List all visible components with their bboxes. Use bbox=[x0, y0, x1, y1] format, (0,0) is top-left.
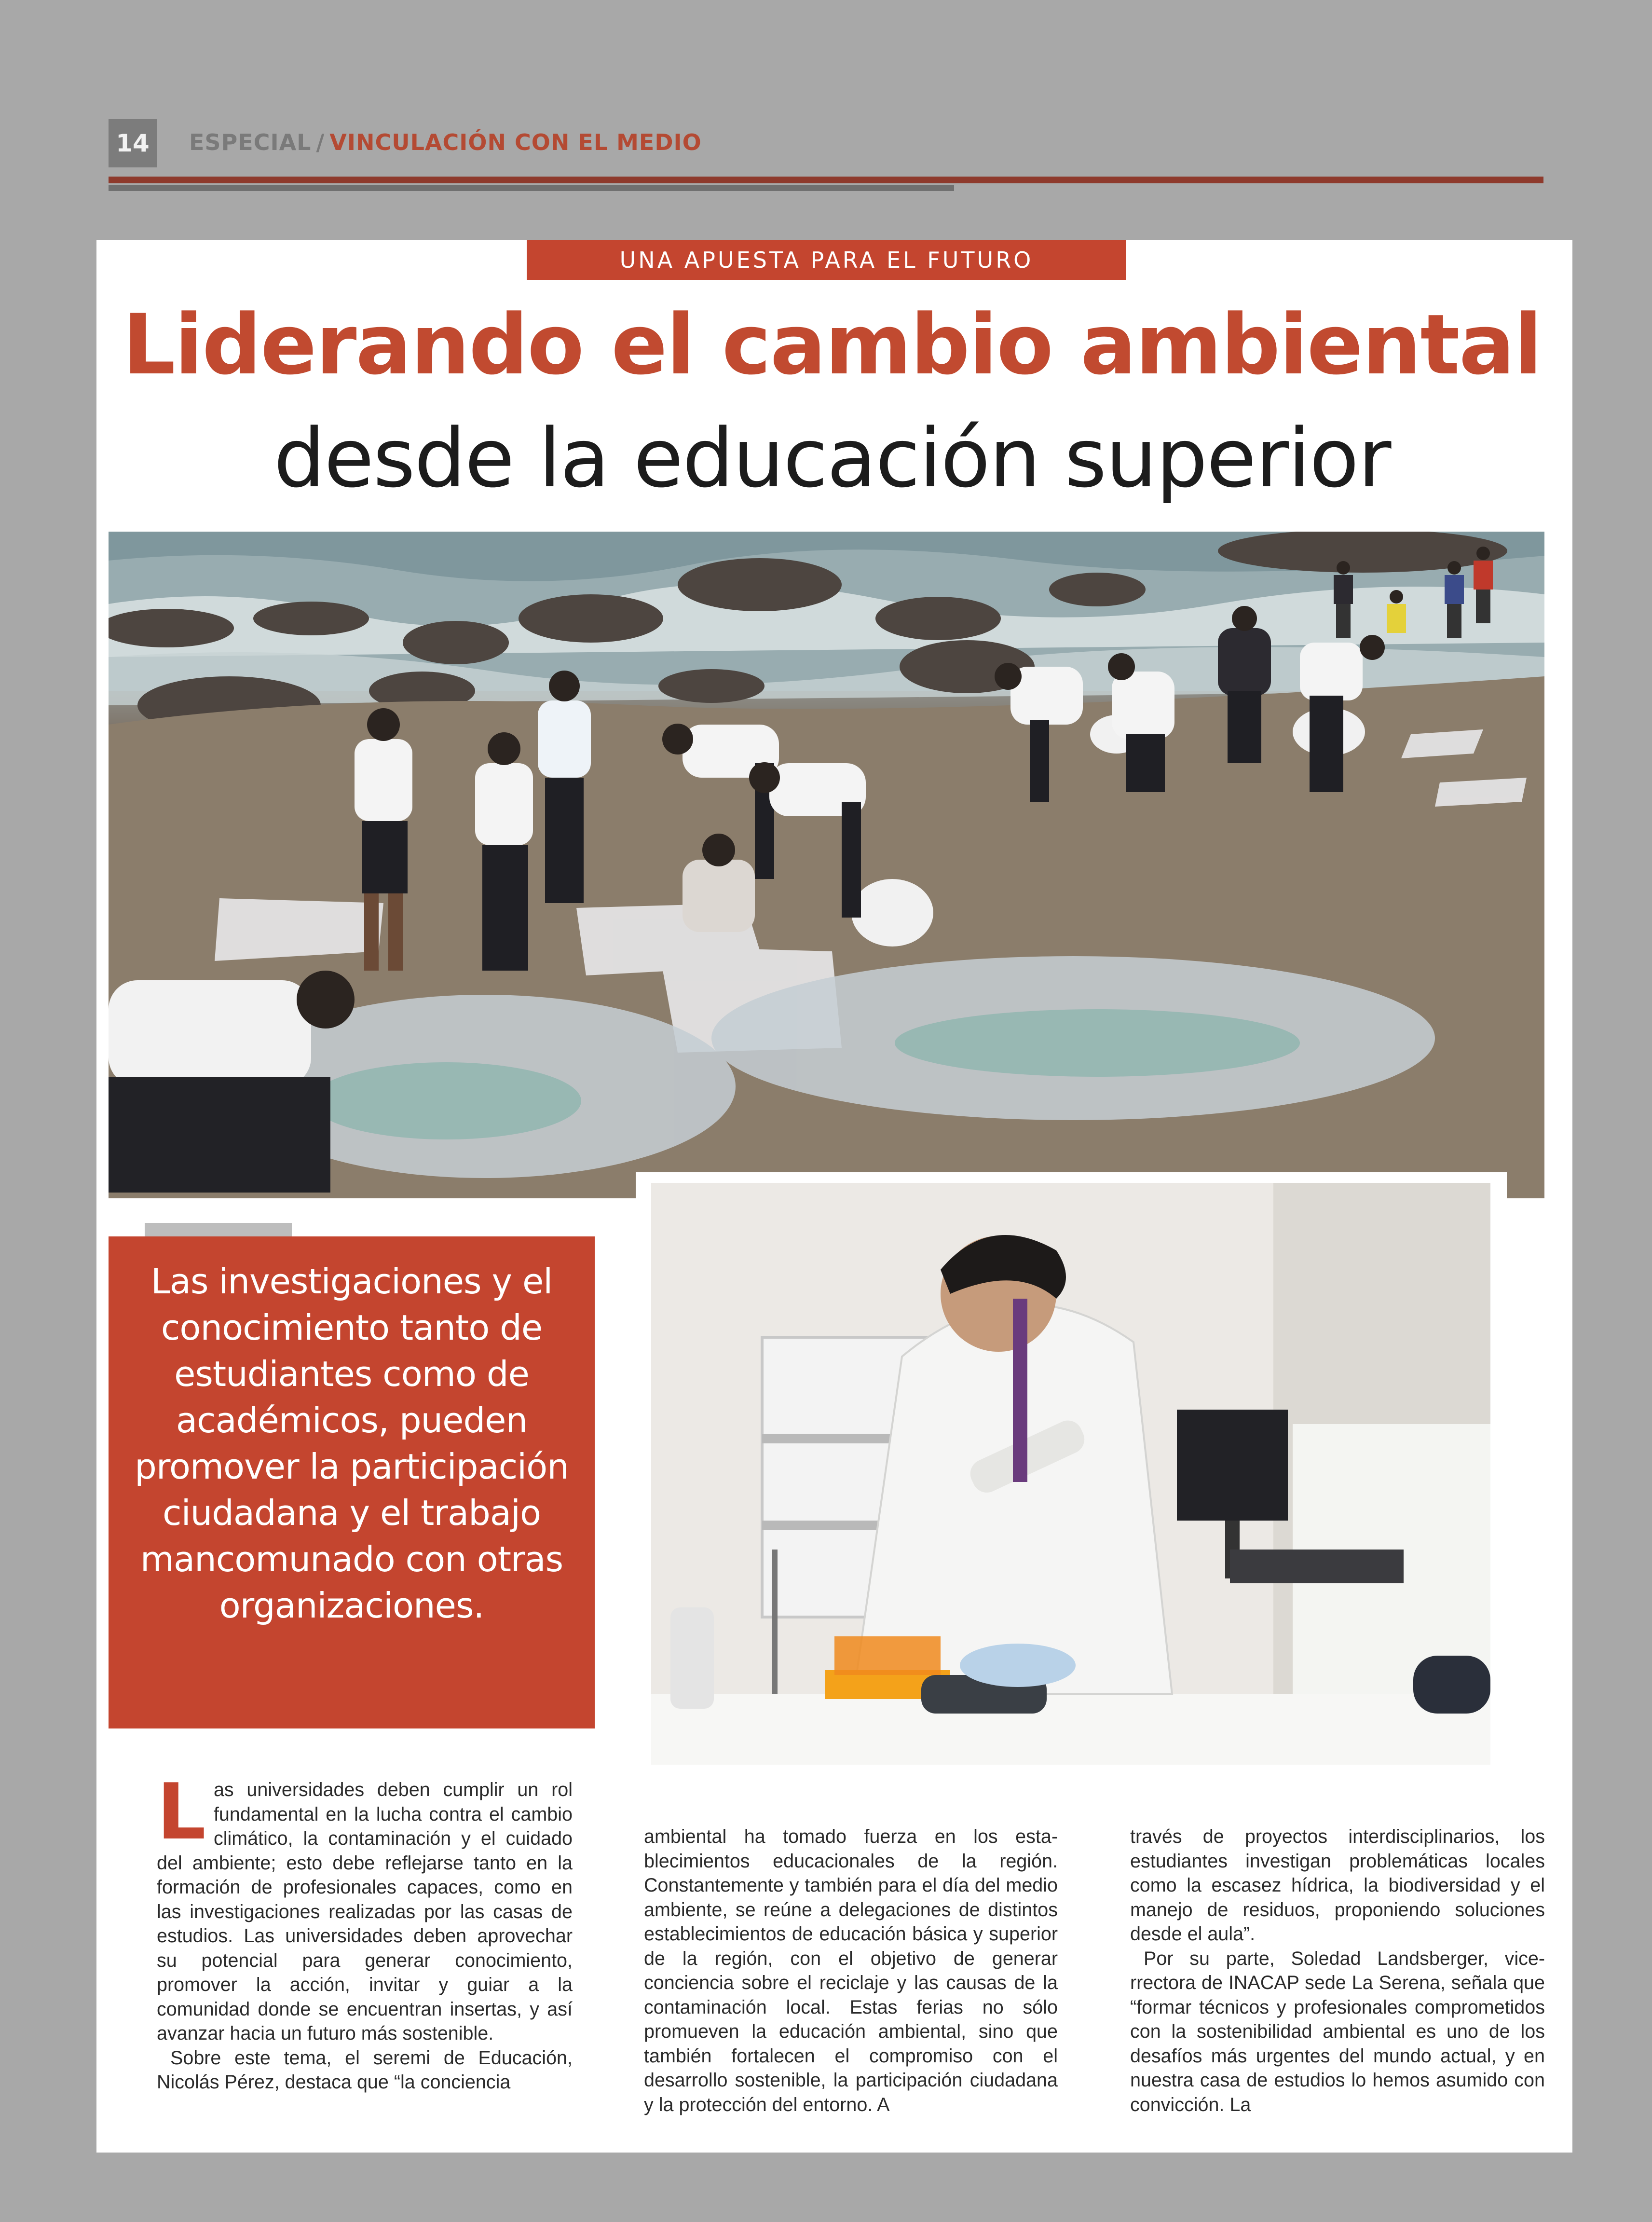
section-header bbox=[189, 129, 702, 163]
section-label: ESPECIAL bbox=[189, 129, 312, 155]
article-subtitle: desde la educación superior bbox=[273, 411, 1391, 506]
body-column-3 bbox=[1130, 1824, 1545, 2117]
body-column-1 bbox=[157, 1767, 573, 2095]
subsection-label: VINCULACIÓN CON EL MEDIO bbox=[329, 129, 702, 155]
header-rule-grey bbox=[109, 185, 954, 191]
lab-scene-illustration bbox=[651, 1183, 1490, 1765]
beach-scene-illustration bbox=[109, 532, 1544, 1198]
body-paragraph: Por su parte, Soledad Landsberger, vicerrectora de INACAP sede La Serena, señala que “formar técnicos y profesionales comprometidos con la sostenibilidad ambiental es uno de los desafíos más urgentes del mundo actual, y en nuestra casa de estudios lo hemos asumido con convicción. La bbox=[1130, 1948, 1545, 2115]
pull-quote-text: Las investigaciones y el conocimiento tanto de estudiantes como de académicos, pueden promover la participación ciudadana y el trabajo mancomunado con otras organizaciones. bbox=[135, 1261, 569, 1626]
body-paragraph: través de proyectos interdisciplinarios, los estudiantes investigan problemáticas locales como la escasez hídrica, la biodiversidad y el manejo de residuos, proponiendo soluciones desde el aula”. bbox=[1130, 1826, 1545, 1945]
section-separator: / bbox=[316, 129, 325, 155]
page-number: 14 bbox=[109, 119, 157, 167]
body-paragraph: Sobre este tema, el seremi de Educación, Nicolás Pérez, destaca que “la conciencia bbox=[157, 2047, 573, 2093]
pull-quote-box bbox=[109, 1236, 595, 1728]
kicker-label: UNA APUESTA PARA EL FUTURO bbox=[527, 240, 1126, 280]
header-rule-red bbox=[109, 177, 1543, 183]
body-paragraph: as universidades deben cumplir un rol fundamental en la lucha contra el cambio climático, la contaminación y el cuidado del ambiente; esto debe reflejarse tanto en la formación de profesionales capaces, como en las investigaciones realizadas por las casas de estudios. Las universidades deben aprovechar su potencial para generar conocimiento, promover la acción, invitar y guiar a la comunidad donde se encuentran insertas, y así avanzar hacia un futuro más sostenible. bbox=[157, 1779, 573, 2044]
beach-cleanup-photo bbox=[109, 532, 1544, 1198]
laboratory-photo bbox=[651, 1183, 1490, 1765]
body-column-2 bbox=[644, 1824, 1058, 2117]
article-title: Liderando el cambio ambiental bbox=[123, 296, 1542, 393]
body-paragraph: ambiental ha tomado fuerza en los establecimientos educacionales de la región. Constantemente y también para el día del medio ambiente, se reúne a delegaciones de distintos establecimientos de educación básica y superior de la región, con el objetivo de generar conciencia sobre el reciclaje y las causas de la contaminación local. Estas ferias no sólo promueven la educación ambiental, sino que también fortalecen el compromiso con el desarrollo sostenible, la participación ciudadana y la protección del entorno. A bbox=[644, 1826, 1058, 2115]
drop-cap: L bbox=[157, 1767, 206, 1857]
